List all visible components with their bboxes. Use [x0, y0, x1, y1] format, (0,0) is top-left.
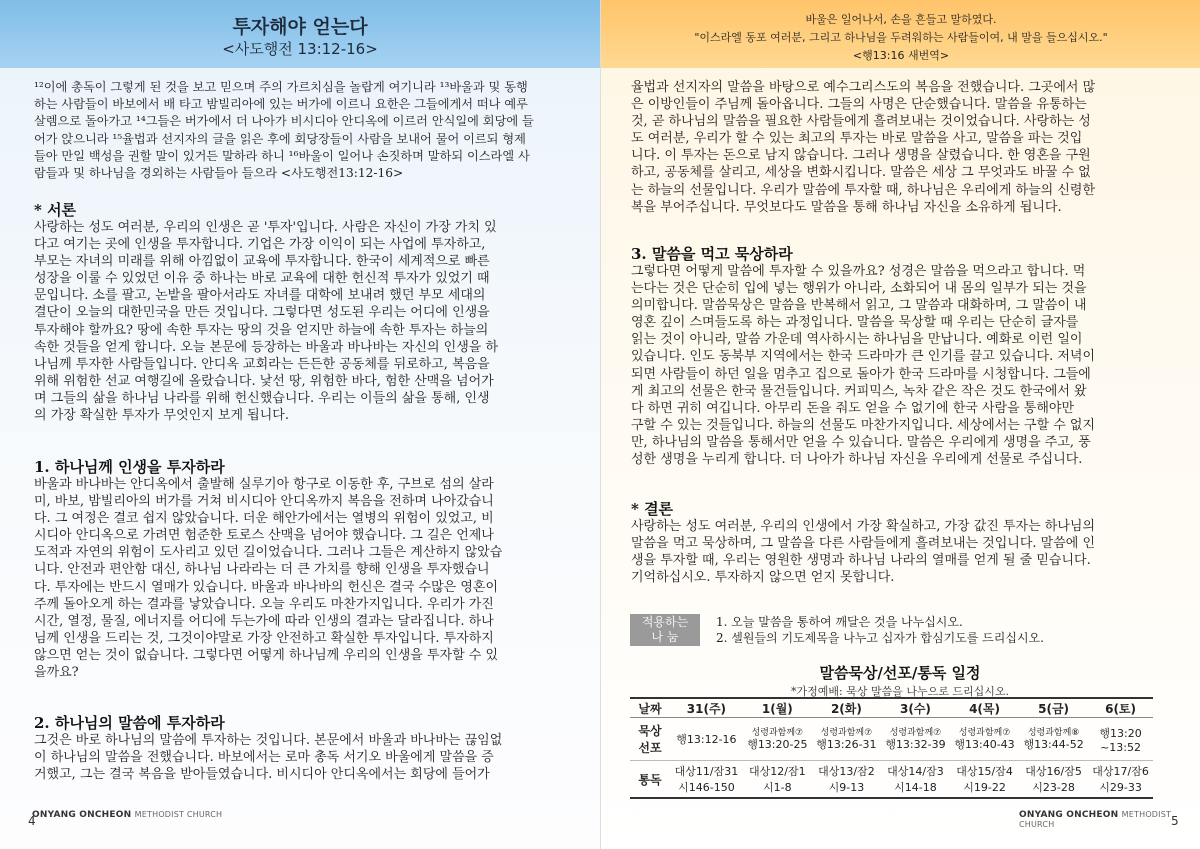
body-line: 영혼 깊이 스며들도록 하는 과정입니다. 말씀을 묵상할 때 우리는 단순히 글자를	[631, 315, 1079, 331]
body-line: 며 그들의 삶을 하나님 나라를 위해 헌신했습니다. 우리는 이들의 삶을 통해, 인생	[34, 390, 490, 406]
body-line: 미, 바보, 밤빌리아의 버가를 거쳐 비시디아 안디옥까지 복음을 전하며 나아갔습니	[34, 494, 494, 510]
scripture-line: 어가 앉으니라 ¹⁵율법과 선지자의 글을 읽은 후에 회당장들이 사람을 보내어 물어 이르되 형제	[34, 131, 526, 146]
cell-value: 대상15/잠4	[956, 765, 1013, 778]
body-line: 있습니다. 인도 동북부 지역에서는 한국 드라마가 큰 인기를 끌고 있습니다. 저녁이	[631, 349, 1096, 365]
cell-small: 성령과함께⑧	[1027, 728, 1080, 738]
body-line: 복을 부어주십니다. 무엇보다도 말씀을 통해 하나님 자신을 소유하게 됩니다.	[631, 199, 1062, 215]
body-line: 기억하십시오. 투자하지 않으면 얻지 못합니다.	[631, 570, 895, 586]
body-line: 문입니다. 소를 팔고, 논밭을 팔아서라도 자녀를 대학에 보내려 했던 부모 세대의	[34, 288, 486, 304]
intro-heading: * 서론	[34, 201, 77, 219]
table-cell	[1019, 761, 1088, 799]
body-line: 않으면 얻는 것이 없습니다. 그렇다면 어떻게 하나님께 우리의 인생을 투자할 수 있	[34, 647, 499, 663]
row-label	[630, 718, 670, 761]
table-cell	[812, 761, 881, 799]
table-header: 31(주)	[670, 698, 743, 718]
section1-body	[34, 476, 562, 681]
table-cell	[881, 718, 950, 761]
body-line: 는 하늘의 선물입니다. 우리가 말씀에 투자할 때, 하나님은 우리에게 하늘의 신령한	[631, 182, 1096, 198]
cell-value: 대상17/잠6	[1092, 765, 1149, 778]
cell-value: 시23-28	[1032, 781, 1075, 794]
body-line: 다. 그 여정은 결코 쉽지 않았습니다. 더운 해안가에서는 열병의 위험이 있었고, 비	[34, 511, 494, 527]
sermon-header	[0, 0, 600, 68]
table-header: 5(금)	[1019, 698, 1088, 718]
church-logo-text: ONYANG ONCHEON	[1019, 810, 1119, 820]
body-line: 은 이방인들이 주님께 돌아옵니다. 그들의 사명은 단순했습니다. 말씀을 유통하는	[631, 97, 1087, 113]
cell-value: 대상13/잠2	[818, 765, 875, 778]
cell-value: 행13:40-43	[954, 738, 1015, 751]
body-line: 을까요?	[34, 665, 79, 681]
application-item: 2. 셀원들의 기도제목을 나누고 십자가 합심기도를 드리십시오.	[716, 631, 1044, 645]
table-header: 6(토)	[1088, 698, 1153, 718]
section3-heading: 3. 말씀을 먹고 묵상하라	[631, 245, 793, 263]
section3-body	[631, 263, 1167, 468]
cell-value: 대상11/잠31	[674, 765, 739, 778]
body-line: 위해 위험한 선교 여행길에 올랐습니다. 낯선 땅, 위험한 바다, 험한 산맥을 넘어가	[34, 373, 494, 389]
cell-value: 행13:44-52	[1023, 738, 1084, 751]
church-logo-subtext: METHODIST CHURCH	[1019, 810, 1172, 829]
cell-value: 시19-22	[963, 781, 1006, 794]
section2-body	[34, 732, 562, 783]
table-header: 4(목)	[950, 698, 1019, 718]
body-line: 주께 돌아오게 하는 결과를 낳았습니다. 오늘 우리도 마찬가지입니다. 우리가 가진	[34, 596, 494, 612]
row-label: 통독	[630, 761, 670, 799]
body-line: 하고, 공동체를 살리고, 세상을 변화시킵니다. 말씀은 세상 그 무엇과도 바꿀 수 없	[631, 165, 1091, 181]
body-line: 다고 여기는 곳에 인생을 투자합니다. 기업은 가장 이익이 되는 사업에 투자하고,	[34, 237, 486, 253]
cell-small: 성령과함께⑦	[751, 728, 804, 738]
table-cell: 행13:12-16	[670, 718, 743, 761]
cell-small: 성령과함께⑦	[958, 728, 1011, 738]
row-label-line: 묵상	[638, 724, 662, 738]
cell-value: 시29-33	[1099, 781, 1142, 794]
body-line: 의 가장 확실한 투자가 무엇인지 보게 됩니다.	[34, 408, 289, 424]
section1-heading: 1. 하나님께 인생을 투자하라	[34, 458, 225, 476]
badge-line: 나 눔	[651, 630, 679, 644]
conclusion-heading: * 결론	[631, 500, 674, 518]
body-line: 는다는 것은 단순히 입에 넣는 행위가 아니라, 소화되어 내 몸의 일부가 되는 것을	[631, 281, 1087, 297]
cell-value: 대상14/잠3	[887, 765, 944, 778]
sermon-reference: <사도행전 13:12-16>	[222, 40, 378, 58]
body-line: 만, 하나님의 말씀을 통해서만 얻을 수 있습니다. 말씀은 우리에게 생명을 주고, 풍	[631, 434, 1091, 450]
body-line: 시간, 열정, 물질, 에너지를 어디에 두는가에 따라 인생의 결과는 달라집니다. 하나	[34, 613, 494, 629]
body-line: 다 하면 귀히 여깁니다. 아무리 돈을 줘도 얻을 수 없기에 한국 사람을 통해야만	[631, 400, 1075, 416]
cell-small: 성령과함께⑦	[820, 728, 873, 738]
body-line: 게 최고의 선물은 한국 물건들입니다. 커피믹스, 녹차 같은 작은 것도 한국에서 왔	[631, 383, 1087, 399]
cell-value: ~13:52	[1100, 740, 1142, 754]
table-header: 1(월)	[743, 698, 812, 718]
cell-value: 시14-18	[894, 781, 937, 794]
body-line: 그렇다면 어떻게 말씀에 투자할 수 있을까요? 성경은 말씀을 먹으라고 합니다. 먹	[631, 264, 1086, 279]
verse-reference: <행13:16 새번역>	[852, 49, 950, 62]
body-line: 말씀을 먹고 묵상하며, 그 말씀을 다른 사람들에게 흘려보내는 것입니다. 말씀에 인	[631, 536, 1096, 552]
cell-value: 행13:20	[1099, 726, 1142, 740]
verse-banner	[601, 0, 1200, 68]
body-line: 생을 투자할 때, 우리는 영원한 생명과 하나님 나라의 열매를 얻게 될 줄 믿습니다.	[631, 553, 1091, 569]
scripture-line: 살렘으로 돌아가고 ¹⁴그들은 버가에서 더 나아가 비시디아 안디옥에 이르러 안식일에 회당에 들	[34, 114, 534, 129]
body-line: 투자해야 할까요? 땅에 속한 투자는 땅의 것을 얻지만 하늘에 속한 투자는 하늘의	[34, 322, 489, 338]
body-line: 것, 곧 하나님의 말씀을 필요한 사람들에게 흘려보내는 것이었습니다. 사랑하는 성	[631, 114, 1091, 130]
table-cell	[881, 761, 950, 799]
body-line: 도 여러분, 우리가 할 수 있는 최고의 투자는 바로 말씀을 사고, 말씀을 파는 것입	[631, 131, 1083, 147]
sermon-title: 투자해야 얻는다	[232, 16, 368, 38]
schedule-title: 말씀묵상/선포/통독 일정	[819, 664, 981, 682]
table-header: 날짜	[630, 698, 670, 718]
schedule-header-row	[630, 698, 1153, 718]
body-line: 님께 인생을 드리는 것, 그것이야말로 가장 안전하고 확실한 투자입니다. 투자하지	[34, 630, 494, 646]
body-line: 성한 생명을 누리게 합니다. 더 나아가 하나님 자신을 우리에게 선물로 주십니다.	[631, 452, 1083, 468]
application-list	[716, 614, 1116, 646]
church-logo	[1019, 810, 1200, 830]
meditation-row	[630, 718, 1153, 761]
application-item: 1. 오늘 말씀을 통하여 깨달은 것을 나누십시오.	[716, 615, 963, 629]
body-line: 니다. 이 투자는 돈으로 남지 않습니다. 그러나 생명을 살렸습니다. 한 영혼을 구원	[631, 148, 1091, 164]
table-header: 3(수)	[881, 698, 950, 718]
scripture-line: ¹²이에 총독이 그렇게 된 것을 보고 믿으며 주의 가르치심을 놀랍게 여기니라 ¹³바울과 및 동행	[34, 80, 528, 94]
body-line: 그것은 바로 하나님의 말씀에 투자하는 것입니다. 본문에서 바울과 바나바는 끊임없	[34, 733, 503, 748]
body-line: 의미합니다. 말씀묵상은 말씀을 반복해서 읽고, 그 말씀과 대화하며, 그 말씀이 내	[631, 298, 1087, 314]
cell-value: 행13:32-39	[885, 738, 946, 751]
page-number: 5	[1171, 814, 1179, 828]
schedule-table	[630, 697, 1153, 799]
intro-body	[34, 219, 562, 424]
table-cell	[950, 761, 1019, 799]
body-line: 이 하나님의 말씀을 전했습니다. 바보에서는 로마 총독 서기오 바울에게 말씀을 증	[34, 750, 494, 766]
body-line: 결단이 오늘의 대한민국을 만든 것입니다. 그렇다면 성도된 우리는 어디에 인생을	[34, 305, 490, 321]
section2-continued	[631, 79, 1167, 216]
scripture-passage	[34, 79, 562, 182]
body-line: 부모는 자녀의 미래를 위해 아낌없이 교육에 투자합니다. 한국이 세계적으로 빠른	[34, 254, 490, 270]
body-line: 다. 투자에는 반드시 열매가 있습니다. 바울과 바나바의 헌신은 결국 수많은 영혼이	[34, 579, 499, 595]
cell-value: 시146-150	[678, 781, 735, 794]
cell-value: 대상16/잠5	[1025, 765, 1082, 778]
table-cell	[1019, 718, 1088, 761]
body-line: 율법과 선지자의 말씀을 바탕으로 예수그리스도의 복음을 전했습니다. 그곳에서 많	[631, 80, 1096, 95]
church-logo-text: ONYANG ONCHEON	[32, 810, 132, 820]
row-label-line: 선포	[638, 741, 662, 755]
scripture-line: 하는 사람들이 바보에서 배 타고 밤빌리아에 있는 버가에 이르니 요한은 그들에게서 떠나 예루	[34, 97, 528, 112]
body-line: 읽는 것이 아니라, 말씀 가운데 역사하시는 하나님을 만납니다. 예화로 이런 일이	[631, 332, 1083, 348]
table-cell	[670, 761, 743, 799]
conclusion-body	[631, 518, 1167, 586]
body-line: 사랑하는 성도 여러분, 우리의 인생에서 가장 확실하고, 가장 값진 투자는 하나님의	[631, 519, 1096, 534]
schedule-note: *가정예배: 묵상 말씀을 나누으로 드리십시오.	[791, 685, 1009, 698]
table-cell	[1088, 761, 1153, 799]
body-line: 거했고, 그는 결국 복음을 받아들였습니다. 비시디아 안디옥에서는 회당에 들어가	[34, 767, 490, 783]
table-cell	[1088, 718, 1153, 761]
cell-value: 행13:20-25	[747, 738, 808, 751]
body-line: 사랑하는 성도 여러분, 우리의 인생은 곧 '투자'입니다. 사람은 자신이 가장 가치 있	[34, 220, 497, 235]
application-badge	[630, 614, 700, 646]
cell-value: 행13:26-31	[816, 738, 877, 751]
scripture-line: 들아 만일 백성을 권할 말이 있거든 말하라 하니 ¹⁶바울이 일어나 손짓하며 말하되 이스라엘 사	[34, 148, 530, 163]
body-line: 바울과 바나바는 안디옥에서 출발해 실루기아 항구로 이동한 후, 구브로 섬의 살라	[34, 477, 494, 492]
verse-line: "이스라엘 동포 여러분, 그리고 하나님을 두려워하는 사람들이여, 내 말을 들으십시오."	[694, 31, 1108, 44]
body-line: 되면 사람들이 하던 일을 멈추고 집으로 돌아가 한국 드라마를 시청합니다. 그들에	[631, 366, 1091, 382]
body-line: 니다. 안전과 편안함 대신, 하나님 나라라는 더 큰 가치를 향해 인생을 투자했습니	[34, 562, 490, 578]
verse-line: 바울은 일어나서, 손을 흔들고 말하였다.	[805, 13, 997, 26]
page-number: 4	[28, 814, 36, 828]
church-logo-subtext: METHODIST CHURCH	[134, 810, 223, 819]
cell-value: 시1-8	[763, 781, 792, 794]
scripture-line: 람들과 및 하나님을 경외하는 사람들아 들으라 <사도행전13:12-16>	[34, 166, 404, 181]
reading-row	[630, 761, 1153, 799]
badge-line: 적용하는	[641, 615, 689, 629]
table-cell	[743, 718, 812, 761]
body-line: 성장을 이룰 수 있었던 이유 중 하나는 바로 교육에 대한 헌신적 투자가 있었기 때	[34, 271, 490, 287]
section2-heading: 2. 하나님의 말씀에 투자하라	[34, 714, 225, 732]
cell-value: 대상12/잠1	[749, 765, 806, 778]
body-line: 시디아 안디옥으로 가려면 험준한 토로스 산맥을 넘어야 했습니다. 그 길은 언제나	[34, 528, 494, 544]
cell-value: 시9-13	[828, 781, 865, 794]
church-logo	[32, 810, 222, 820]
table-header: 2(화)	[812, 698, 881, 718]
cell-small: 성령과함께⑦	[889, 728, 942, 738]
body-line: 도적과 자연의 위험이 도사리고 있던 길이었습니다. 그러나 그들은 계산하지 않았습	[34, 545, 503, 561]
table-cell	[812, 718, 881, 761]
table-cell	[743, 761, 812, 799]
body-line: 나님께 투자한 사람들입니다. 안디옥 교회라는 든든한 공동체를 뒤로하고, 복음을	[34, 356, 490, 372]
body-line: 속한 것들을 얻게 합니다. 오늘 본문에 등장하는 바울과 바나바는 자신의 인생을 하	[34, 339, 499, 355]
body-line: 구할 수 있는 것들입니다. 하늘의 선물도 마찬가지입니다. 세상에서는 구할 수 없지	[631, 417, 1096, 433]
table-cell	[950, 718, 1019, 761]
